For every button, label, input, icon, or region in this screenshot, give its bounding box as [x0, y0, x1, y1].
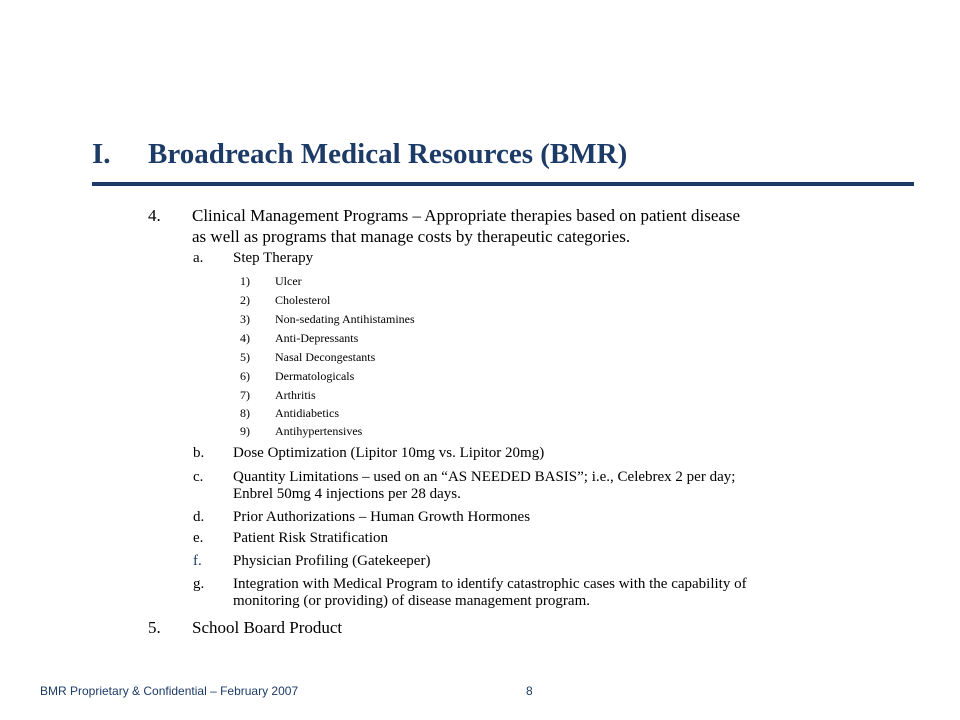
section-number: I. — [92, 138, 111, 170]
sub-item-text: Physician Profiling (Gatekeeper) — [233, 553, 431, 569]
item-text-line1: School Board Product — [192, 618, 343, 637]
sub-item-letter: b. — [193, 445, 205, 461]
step-number: 3) — [240, 312, 250, 326]
step-number: 1) — [240, 274, 250, 288]
step-number: 2) — [240, 293, 250, 307]
sub-item-letter: f. — [193, 553, 202, 569]
sub-item-text: Dose Optimization (Lipitor 10mg vs. Lipitor 20mg) — [233, 445, 545, 461]
item-number: 5. — [148, 618, 161, 637]
step-label: Anti-Depressants — [275, 331, 359, 345]
step-number: 7) — [240, 388, 250, 402]
step-label: Dermatologicals — [275, 369, 355, 383]
item-number: 4. — [148, 206, 161, 225]
step-number: 8) — [240, 406, 250, 420]
step-label: Nasal Decongestants — [275, 350, 376, 364]
title-divider — [92, 182, 914, 186]
title-text: Broadreach Medical Resources (BMR) — [148, 138, 628, 170]
sub-item-letter: g. — [193, 576, 205, 592]
item-text-line2: as well as programs that manage costs by therapeutic categories. — [192, 227, 631, 246]
step-label: Non-sedating Antihistamines — [275, 312, 415, 326]
slide-title — [92, 138, 912, 178]
item-text-line1: Clinical Management Programs – Appropriate therapies based on patient disease — [192, 206, 741, 225]
sub-item-text-line2: monitoring (or providing) of disease management program. — [233, 593, 590, 609]
sub-item-text-line2: Enbrel 50mg 4 injections per 28 days. — [233, 486, 461, 502]
step-number: 5) — [240, 350, 250, 364]
sub-item-letter: c. — [193, 469, 204, 485]
step-label: Arthritis — [275, 388, 316, 402]
step-label: Cholesterol — [275, 293, 331, 307]
step-label: Antidiabetics — [275, 406, 339, 420]
sub-item-text: Prior Authorizations – Human Growth Hormones — [233, 509, 531, 525]
sub-item-text: Integration with Medical Program to identify catastrophic cases with the capability of — [233, 576, 747, 592]
page-number: 8 — [526, 684, 533, 698]
step-number: 6) — [240, 369, 250, 383]
sub-item-letter: e. — [193, 530, 204, 546]
step-label: Ulcer — [275, 274, 302, 288]
footer-confidential: BMR Proprietary & Confidential – February 2007 — [40, 684, 299, 698]
sub-item-letter: a. — [193, 250, 204, 266]
step-number: 4) — [240, 331, 250, 345]
sub-item-text: Patient Risk Stratification — [233, 530, 388, 546]
sub-item-letter: d. — [193, 509, 205, 525]
sub-item-text: Step Therapy — [233, 250, 314, 266]
step-number: 9) — [240, 424, 250, 438]
sub-item-text: Quantity Limitations – used on an “AS NEEDED BASIS”; i.e., Celebrex 2 per day; — [233, 469, 736, 485]
step-label: Antihypertensives — [275, 424, 363, 438]
